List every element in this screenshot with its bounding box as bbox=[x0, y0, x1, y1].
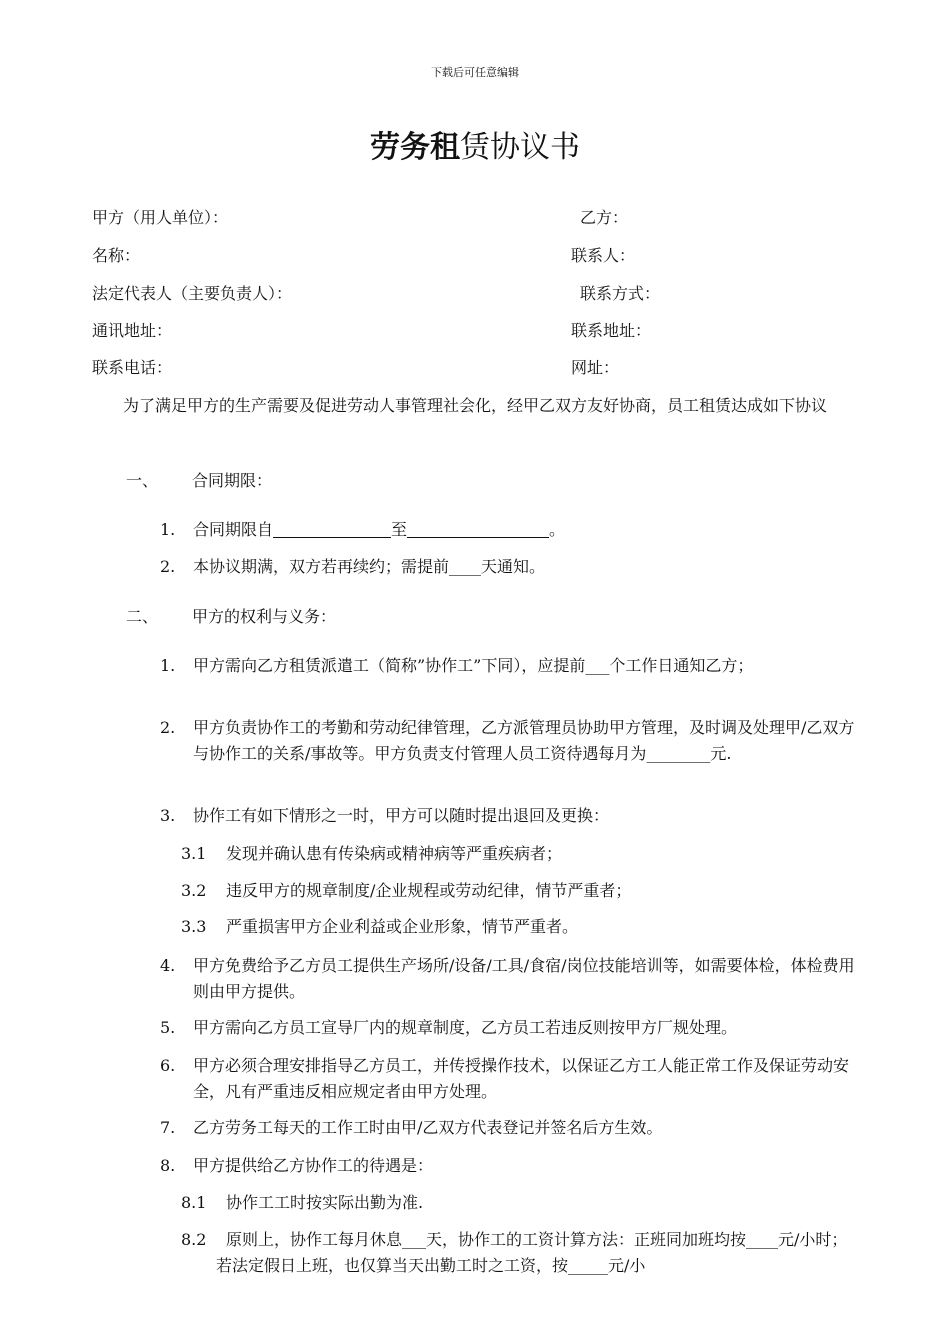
s1-item1-number: 1. bbox=[160, 520, 176, 539]
s2-item2-text: 甲方负责协作工的考勤和劳动纪律管理，乙方派管理员协助甲方管理，及时调及处理甲/乙双方与协作工的关系/事故等。甲方负责支付管理人员工资待遇每月为________元. bbox=[193, 718, 855, 763]
s2-item5-text: 甲方需向乙方员工宣导厂内的规章制度，乙方员工若违反则按甲方厂规处理。 bbox=[193, 1018, 738, 1037]
intro-paragraph: 为了满足甲方的生产需要及促进劳动人事管理社会化，经甲乙双方友好协商，员工租赁达成如下协议 bbox=[123, 396, 828, 415]
s1-item1-text-b: 至 bbox=[391, 520, 408, 539]
notice-days-blank: ____ bbox=[449, 557, 482, 576]
end-date-blank bbox=[407, 519, 549, 538]
s2-item3-1-text: 发现并确认患有传染病或精神病等严重疾病者； bbox=[226, 844, 563, 863]
s2-item3-3-number: 3.3 bbox=[181, 917, 207, 936]
s2-item3-1-number: 3.1 bbox=[181, 844, 207, 863]
s2-item8-1-text: 协作工工时按实际出勤为准. bbox=[226, 1193, 424, 1212]
party-a-label: 甲方（用人单位）： bbox=[92, 208, 229, 227]
s2-item3-2-number: 3.2 bbox=[181, 881, 207, 900]
party-b-website: 网址： bbox=[571, 358, 620, 377]
s2-item5-number: 5. bbox=[160, 1018, 176, 1037]
s2-item8-number: 8. bbox=[160, 1156, 176, 1175]
s2-item2-number: 2. bbox=[160, 718, 176, 737]
s2-item4-text: 甲方免费给予乙方员工提供生产场所/设备/工具/食宿/岗位技能培训等，如需要体检，体检费用则由甲方提供。 bbox=[193, 956, 855, 1001]
s2-item8-text: 甲方提供给乙方协作工的待遇是： bbox=[193, 1156, 434, 1175]
s2-item1-number: 1. bbox=[160, 656, 176, 675]
s2-item7-text: 乙方劳务工每天的工作工时由甲/乙双方代表登记并签名后方生效。 bbox=[193, 1118, 663, 1137]
s2-item3-3-text: 严重损害甲方企业利益或企业形象，情节严重者。 bbox=[226, 917, 579, 936]
s1-item2-text-c: 天通知。 bbox=[481, 557, 546, 576]
s2-item6-number: 6. bbox=[160, 1056, 176, 1075]
s1-item1-text-a: 合同期限自 bbox=[193, 520, 274, 539]
section1-number: 一、 bbox=[126, 471, 159, 490]
s2-item8-2-number: 8.2 bbox=[181, 1230, 207, 1249]
party-a-legal-rep: 法定代表人（主要负责人）： bbox=[92, 284, 293, 303]
s2-item4-number: 4. bbox=[160, 956, 176, 975]
s1-item2-number: 2. bbox=[160, 557, 176, 576]
s2-item6-text: 甲方必须合理安排指导乙方员工，并传授操作技术，以保证乙方工人能正常工作及保证劳动安全，凡有严重违反相应规定者由甲方处理。 bbox=[193, 1056, 850, 1101]
document-title bbox=[0, 122, 950, 166]
start-date-blank bbox=[273, 519, 391, 538]
party-b-contact: 联系人： bbox=[571, 246, 636, 265]
party-b-label: 乙方： bbox=[580, 208, 629, 227]
section2-number: 二、 bbox=[126, 607, 159, 626]
s2-item3-number: 3. bbox=[160, 806, 176, 825]
s2-item8-1-number: 8.1 bbox=[181, 1193, 207, 1212]
header-note: 下载后可任意编辑 bbox=[431, 66, 519, 79]
s2-item7-number: 7. bbox=[160, 1118, 176, 1137]
s1-item2 bbox=[193, 556, 545, 578]
party-a-address: 通讯地址： bbox=[92, 321, 173, 340]
s2-item3-text: 协作工有如下情形之一时，甲方可以随时提出退回及更换： bbox=[193, 806, 610, 825]
party-a-name: 名称： bbox=[92, 246, 141, 265]
s2-item1-text: 甲方需向乙方租赁派遣工（简称”协作工”下同），应提前___个工作日通知乙方； bbox=[193, 656, 754, 675]
s1-item1 bbox=[193, 519, 565, 541]
title-bold: 劳务租 bbox=[370, 130, 460, 165]
s2-item8-2-text: 原则上，协作工每月休息___天，协作工的工资计算方法：正班同加班均按____元/小时；若法定假日上班，也仅算当天出勤工时之工资，按_____元/小 bbox=[216, 1230, 848, 1275]
s1-item1-text-c: 。 bbox=[549, 520, 566, 539]
s2-item3-2-text: 违反甲方的规章制度/企业规程或劳动纪律，情节严重者； bbox=[226, 881, 632, 900]
party-b-contact-method: 联系方式： bbox=[580, 284, 661, 303]
section1-heading: 合同期限： bbox=[192, 471, 273, 490]
party-a-phone: 联系电话： bbox=[92, 358, 173, 377]
title-rest: 赁协议书 bbox=[460, 130, 580, 165]
section2-heading: 甲方的权利与义务： bbox=[192, 607, 337, 626]
s1-item2-text-a: 本协议期满，双方若再续约；需提前 bbox=[193, 557, 450, 576]
party-b-address: 联系地址： bbox=[571, 321, 652, 340]
